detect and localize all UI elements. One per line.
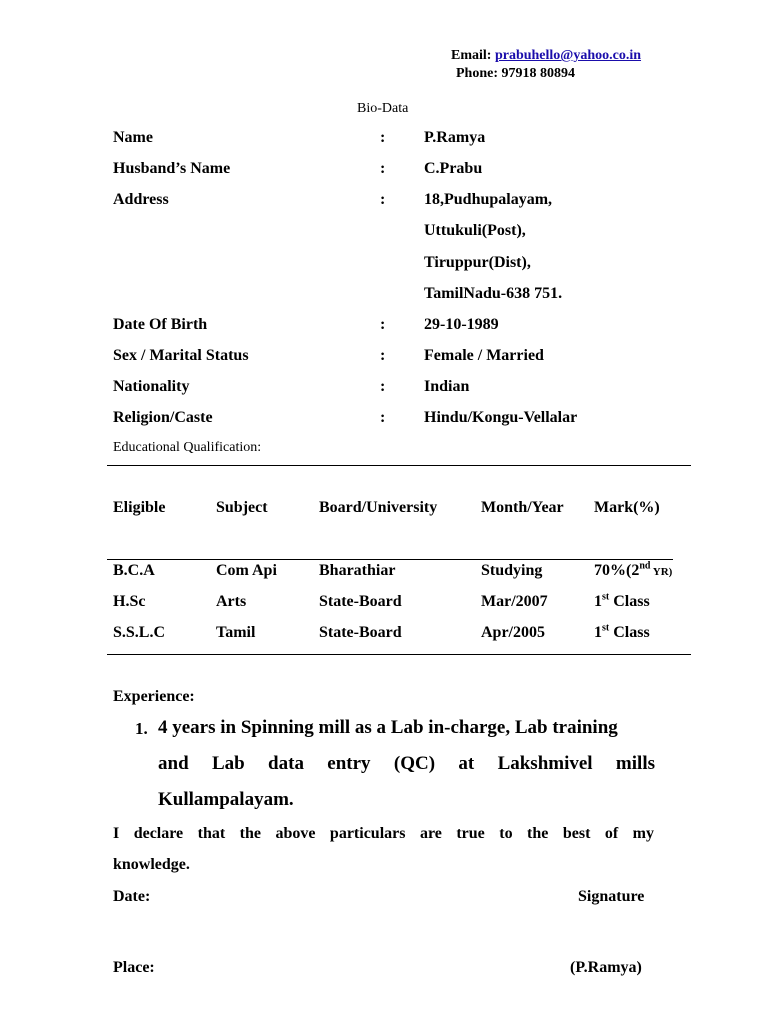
email-link[interactable]: prabuhello@yahoo.co.in bbox=[494, 48, 642, 63]
cell-board: Bharathiar bbox=[319, 562, 396, 579]
field-value-dob: 29-10-1989 bbox=[424, 316, 499, 333]
experience-heading: Experience: bbox=[113, 688, 195, 705]
experience-line-3: Kullampalayam. bbox=[158, 789, 294, 810]
email-label: Email: bbox=[451, 48, 492, 63]
mark-value: 1 bbox=[594, 624, 602, 641]
mark-sup: st bbox=[602, 622, 610, 634]
field-value-religion: Hindu/Kongu-Vellalar bbox=[424, 409, 578, 426]
phone-line bbox=[456, 66, 575, 82]
col-header-eligible: Eligible bbox=[113, 499, 166, 516]
mark-sup: nd bbox=[639, 560, 651, 572]
cell-eligible: H.Sc bbox=[113, 593, 146, 610]
cell-eligible: B.C.A bbox=[113, 562, 155, 579]
cell-month: Mar/2007 bbox=[481, 593, 548, 610]
col-header-month: Month/Year bbox=[481, 499, 564, 516]
field-label-husband: Husband’s Name bbox=[113, 160, 231, 177]
field-label-address: Address bbox=[113, 191, 169, 208]
field-separator: : bbox=[380, 160, 386, 177]
field-separator: : bbox=[380, 129, 386, 146]
field-label-name: Name bbox=[113, 129, 153, 146]
field-separator: : bbox=[380, 409, 386, 426]
phone-value: 97918 80894 bbox=[501, 66, 575, 81]
date-label: Date: bbox=[113, 888, 151, 905]
table-top-rule bbox=[107, 465, 691, 466]
cell-mark bbox=[594, 562, 672, 580]
address-line-4: TamilNadu-638 751. bbox=[424, 285, 563, 302]
field-label-dob: Date Of Birth bbox=[113, 316, 208, 333]
col-header-board: Board/University bbox=[319, 499, 438, 516]
cell-mark bbox=[594, 624, 650, 642]
address-line-3: Tiruppur(Dist), bbox=[424, 254, 531, 271]
field-value-sex-marital: Female / Married bbox=[424, 347, 544, 364]
mark-suffix: Class bbox=[609, 624, 650, 641]
declaration-line-1: I declare that the above particulars are true to the best of my bbox=[113, 825, 654, 842]
cell-month: Apr/2005 bbox=[481, 624, 545, 641]
cell-month: Studying bbox=[481, 562, 543, 579]
field-separator: : bbox=[380, 316, 386, 333]
address-line-2: Uttukuli(Post), bbox=[424, 222, 526, 239]
field-separator: : bbox=[380, 378, 386, 395]
field-label-religion: Religion/Caste bbox=[113, 409, 213, 426]
phone-label: Phone: bbox=[456, 66, 498, 81]
experience-line-1: 4 years in Spinning mill as a Lab in-charge, Lab training bbox=[158, 717, 618, 738]
field-label-nationality: Nationality bbox=[113, 378, 190, 395]
declaration-line-2: knowledge. bbox=[113, 856, 190, 873]
mark-value: 70%(2 bbox=[594, 562, 640, 579]
document-title: Bio-Data bbox=[357, 101, 409, 116]
field-value-name: P.Ramya bbox=[424, 129, 486, 146]
cell-board: State-Board bbox=[319, 624, 402, 641]
field-separator: : bbox=[380, 191, 386, 208]
mark-suffix: YR) bbox=[650, 566, 673, 578]
field-separator: : bbox=[380, 347, 386, 364]
experience-item-number: 1. bbox=[135, 719, 148, 738]
cell-eligible: S.S.L.C bbox=[113, 624, 166, 641]
cell-board: State-Board bbox=[319, 593, 402, 610]
field-label-sex-marital: Sex / Marital Status bbox=[113, 347, 249, 364]
signer-name: (P.Ramya) bbox=[570, 959, 642, 976]
mark-value: 1 bbox=[594, 593, 602, 610]
mark-suffix: Class bbox=[609, 593, 650, 610]
field-value-nationality: Indian bbox=[424, 378, 470, 395]
cell-subject: Com Api bbox=[216, 562, 277, 579]
education-heading: Educational Qualification: bbox=[113, 440, 262, 455]
field-value-husband: C.Prabu bbox=[424, 160, 483, 177]
signature-label: Signature bbox=[578, 888, 645, 905]
col-header-subject: Subject bbox=[216, 499, 268, 516]
email-line bbox=[451, 48, 641, 64]
place-label: Place: bbox=[113, 959, 155, 976]
cell-mark bbox=[594, 593, 650, 611]
table-bottom-rule bbox=[107, 654, 691, 655]
cell-subject: Tamil bbox=[216, 624, 256, 641]
experience-line-2: and Lab data entry (QC) at Lakshmivel mills bbox=[158, 753, 655, 774]
table-header-rule bbox=[107, 559, 673, 560]
col-header-mark: Mark(%) bbox=[594, 499, 660, 516]
address-line-1: 18,Pudhupalayam, bbox=[424, 191, 553, 208]
cell-subject: Arts bbox=[216, 593, 247, 610]
mark-sup: st bbox=[602, 591, 610, 603]
